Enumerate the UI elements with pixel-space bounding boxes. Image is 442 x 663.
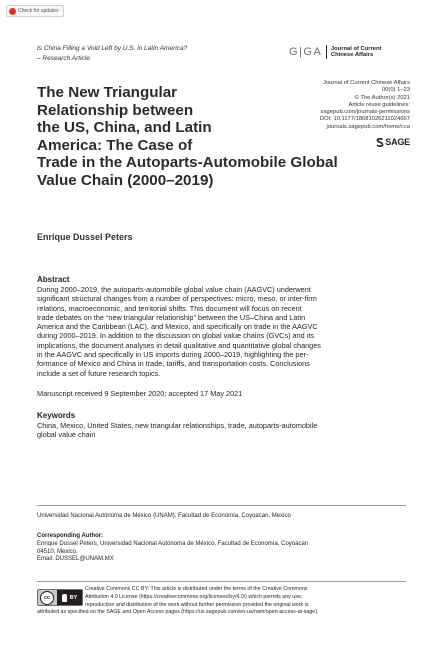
article-title xyxy=(37,84,337,190)
license-line: Creative Commons CC BY: This article is distributed under the terms of the Creative Commons xyxy=(85,586,308,592)
meta-copyright: © The Author(s) 2021 xyxy=(354,94,410,101)
series-title xyxy=(37,44,267,64)
corresponding-heading: Corresponding Author: xyxy=(37,533,104,539)
person-icon xyxy=(62,594,67,602)
meta-doi[interactable]: DOI: 10.1177/18681026211024667 xyxy=(319,116,410,123)
title-line: Trade in the Autoparts-Automobile Global xyxy=(37,154,338,172)
abstract-line: implications, the document analyses in detail qualitative and quantitative global changes xyxy=(37,340,321,350)
check-for-updates-badge[interactable] xyxy=(6,5,64,17)
author-name: Enrique Dussel Peters xyxy=(37,232,133,242)
abstract-line: During 2000–2019, the autoparts-automobile global value chain (AAGVC) underwent xyxy=(37,285,311,294)
keywords-line: China, Mexico, United States, new triangular relationships, trade, autoparts-automobile xyxy=(37,421,318,430)
license-line: Attribution 4.0 License (https://creativecommons.org/licenses/by/4.0/) which permits any use, xyxy=(85,593,303,600)
series-line: – Research Article xyxy=(37,55,90,62)
meta-home-link[interactable]: journals.sagepub.com/home/cca xyxy=(326,123,410,130)
meta-permissions-link[interactable]: sagepub.com/journals-permissions xyxy=(320,109,410,116)
giga-logo: G|GA xyxy=(289,46,323,58)
keywords-list xyxy=(37,421,406,440)
footer-divider xyxy=(37,505,406,506)
title-line: America: The Case of xyxy=(37,136,193,154)
abstract-line: in the AAGVC and specifically in US imports during 2000–2019, highlighting the per- xyxy=(37,350,309,360)
sage-wordmark: SAGE xyxy=(385,137,410,147)
abstract-line: relations, macroeconomic, and territorial shifts. This document will focus on recent xyxy=(37,303,302,313)
journal-name xyxy=(331,46,382,59)
journal-name-line: Journal of Current xyxy=(330,45,382,52)
meta-reuse: Article reuse guidelines: xyxy=(348,101,410,108)
corresponding-email[interactable]: Email: DUSSEL@UNAM.MX xyxy=(37,556,114,563)
by-label: BY xyxy=(69,594,78,601)
abstract-line: significant structural changes from a number of perspectives: micro, meso, or inter-firm xyxy=(37,294,317,304)
abstract-line: during 2000–2019. In addition to the discussion on global value chains (GVCs) and its xyxy=(37,331,315,341)
title-line: the US, China, and Latin xyxy=(37,119,212,137)
license-line: reproduction and distribution of the work without further permission provided the original work is xyxy=(85,601,309,608)
license-line-last: attributed as specified on the SAGE and Open Access pages (https://us.sagepub.com/en-us/nam/open-access-at-sage). xyxy=(37,609,319,615)
keywords-line: global value chain xyxy=(37,430,96,440)
journal-name-line: Chinese Affairs xyxy=(330,52,374,58)
brand-divider xyxy=(326,45,327,59)
manuscript-dates: Manuscript received 9 September 2020; accepted 17 May 2021 xyxy=(37,389,243,398)
title-line: Value Chain (2000–2019) xyxy=(37,171,214,189)
badge-label: Check for updates xyxy=(18,8,59,14)
license-text xyxy=(85,586,407,609)
by-badge xyxy=(57,590,82,605)
abstract-line: America and the Caribbean (LAC), and Mexico, and specifically on trade in the AAGVC xyxy=(37,322,318,332)
abstract-line: formance of Mexico and China in trade, tariffs, and transportation costs. Conclusions xyxy=(37,359,310,369)
author-affiliation: Universidad Nacional Autónoma de México (UNAM), Facultad de Economía, Coyoacan, Mexico xyxy=(37,513,291,519)
abstract-line: trade debates on the “new triangular relationship” between the US–China and Latin xyxy=(37,312,306,322)
title-line: Relationship between xyxy=(37,101,194,119)
journal-brand xyxy=(289,45,381,59)
cc-icon: cc xyxy=(40,591,54,605)
title-line: The New Triangular xyxy=(37,84,178,101)
abstract-line: include a set of future research topics. xyxy=(37,368,161,378)
abstract-heading: Abstract xyxy=(37,275,70,284)
meta-journal: Journal of Current Chinese Affairs xyxy=(323,80,410,86)
series-line: Is China Filling a Void Left by U.S. in Latin America? xyxy=(37,45,188,52)
corresponding-details xyxy=(37,541,308,564)
sage-logo xyxy=(376,137,410,147)
sage-icon xyxy=(376,138,384,147)
abstract-body xyxy=(37,285,406,378)
update-icon xyxy=(9,8,16,15)
meta-volume: 00(0) 1–23 xyxy=(381,87,410,94)
cc-by-logo xyxy=(37,589,83,606)
corresponding-line: 04510, Mexico. xyxy=(37,548,78,555)
license-divider xyxy=(37,581,406,582)
corresponding-line: Enrique Dussel Peters, Universidad Nacional Autónoma de México, Facultad de Economía, Coyoacan xyxy=(37,541,309,547)
keywords-heading: Keywords xyxy=(37,411,76,420)
